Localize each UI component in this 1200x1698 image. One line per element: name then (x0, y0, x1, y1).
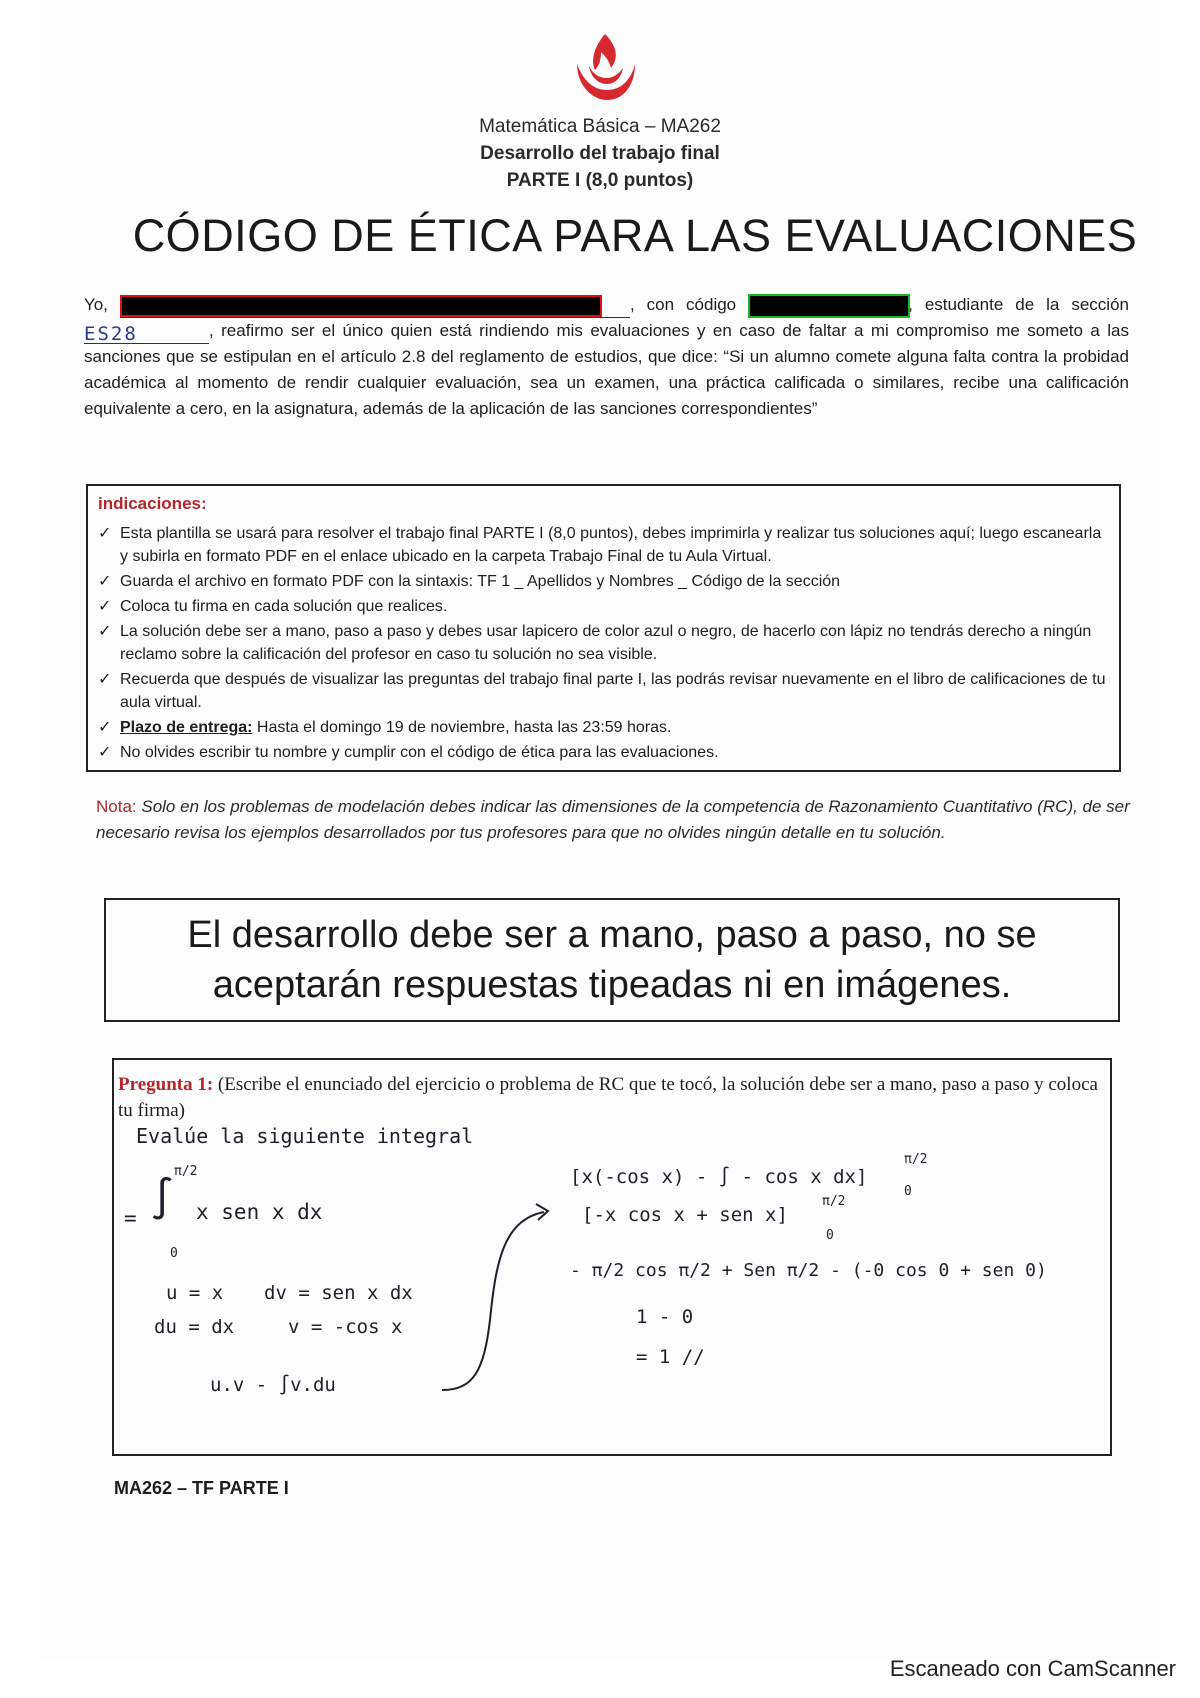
student-code-field (748, 295, 908, 318)
check-icon: ✓ (98, 573, 112, 590)
check-icon: ✓ (98, 719, 112, 736)
redacted-name (122, 297, 600, 315)
hw-step-2: [-x cos x + sen x] (582, 1204, 788, 1226)
pledge-estudiante: , estudiante de la sección (908, 295, 1129, 314)
upc-flame-logo-icon (565, 28, 645, 108)
hw-eq-sign: = (124, 1206, 137, 1230)
course-name: Matemática Básica – MA262 (479, 116, 721, 137)
student-name-field (120, 295, 630, 318)
indication-item: ✓ La solución debe ser a mano, paso a paso y debes usar lapicero de color azul o negro, de hacerlo con lápiz no tendrás derecho a ningún reclamo sobre la calificación del profesor en caso tu solución no sea visible. (98, 620, 1109, 666)
hw-du: du = dx (154, 1316, 235, 1338)
hw-integrand: x sen x dx (196, 1200, 323, 1224)
question-1-label: Pregunta 1: (118, 1074, 214, 1095)
check-icon: ✓ (98, 744, 112, 761)
hw-statement: Evalúe la siguiente integral (136, 1124, 474, 1148)
ethics-pledge (84, 292, 1129, 422)
document-subtitle: Desarrollo del trabajo final (480, 143, 720, 164)
deadline-text: Hasta el domingo 19 de noviembre, hasta las 23:59 horas. (252, 719, 672, 736)
part-label: PARTE I (8,0 puntos) (506, 170, 694, 191)
pledge-text: , reafirmo ser el único quien está rindiendo mis evaluaciones y en caso de faltar a mi compromiso me someto a las sanciones que se estipulan en el artículo 2.8 del reglamento de estudios, que dice: “Si un alumno comete alguna falta contra la probidad académica al momento de rendir cualquier evaluación, sea un examen, una práctica calificada o similares, recibe una calificación equivalente a cero, en la asignatura, además de la aplicación de las sanciones correspondientes” (84, 321, 1129, 418)
indications-box (86, 484, 1121, 772)
section-handwritten: ES28 (84, 323, 138, 345)
hw-arrow-icon (434, 1200, 564, 1400)
hw-parts-formula: u.v - ∫v.du (210, 1374, 336, 1396)
hw-result: = 1 // (636, 1346, 705, 1368)
check-icon: ✓ (98, 525, 112, 542)
page-footer: MA262 – TF PARTE I (114, 1478, 289, 1498)
note (96, 794, 1136, 846)
check-icon: ✓ (98, 598, 112, 615)
hw-integral-sign: ∫ (150, 1176, 175, 1222)
hw-step-2-lower: 0 (826, 1228, 834, 1243)
ethics-code-title: CÓDIGO DE ÉTICA PARA LAS EVALUACIONES (132, 210, 1138, 261)
hw-upper-limit: π/2 (174, 1164, 198, 1179)
redacted-code (750, 296, 908, 316)
pledge-con-codigo: , con código (629, 295, 737, 314)
hw-step-1: [x(-cos x) - ∫ - cos x dx] (570, 1166, 868, 1188)
development-notice-box (104, 898, 1120, 1022)
check-icon: ✓ (98, 623, 112, 640)
indications-title: indicaciones: (98, 494, 207, 513)
hw-step-3: - π/2 cos π/2 + Sen π/2 - (-0 cos 0 + sen 0) (570, 1260, 1047, 1281)
indication-item: ✓ Coloca tu firma en cada solución que realices. (98, 595, 1109, 618)
indication-item: ✓ Esta plantilla se usará para resolver el trabajo final PARTE I (8,0 puntos), debes imprimirla y realizar tus soluciones aquí; luego escanearla y subirla en formato PDF en el enlace ubicado en la carpeta Trabajo Final de tu Aula Virtual. (98, 522, 1109, 568)
hw-dv: dv = sen x dx (264, 1282, 413, 1304)
indication-item: ✓ Guarda el archivo en formato PDF con la sintaxis: TF 1 _ Apellidos y Nombres _ Código de la sección (98, 570, 1109, 593)
pledge-yo: Yo, (84, 295, 108, 314)
indication-item-deadline (98, 716, 1109, 739)
hw-v: v = -cos x (288, 1316, 403, 1338)
question-1-instructions: (Escribe el enunciado del ejercicio o problema de RC que te tocó, la solución debe ser a mano, paso a paso y coloca tu firma) (118, 1074, 1098, 1121)
indications-list (98, 522, 1109, 764)
hw-step-4: 1 - 0 (636, 1306, 694, 1328)
note-label: Nota: (96, 797, 137, 816)
deadline-label: Plazo de entrega: (120, 719, 253, 736)
indication-item: ✓ Recuerda que después de visualizar las preguntas del trabajo final parte I, las podrás revisar nuevamente en el libro de calificaciones de tu aula virtual. (98, 668, 1109, 714)
question-1-header (118, 1072, 1108, 1124)
indication-item: ✓ No olvides escribir tu nombre y cumplir con el código de ética para las evaluaciones. (98, 741, 1109, 764)
section-field (84, 321, 209, 344)
hw-step-2-upper: π/2 (822, 1194, 846, 1209)
check-icon: ✓ (98, 671, 112, 688)
hw-step-1-upper: π/2 (904, 1152, 928, 1167)
question-1-box (112, 1058, 1112, 1456)
note-text: Solo en los problemas de modelación debes indicar las dimensiones de la competencia de Razonamiento Cuantitativo (RC), de ser necesario revisa los ejemplos desarrollados por tus profesores para que no olvides ningún detalle en tu solución. (96, 797, 1130, 842)
hw-u: u = x (166, 1282, 224, 1304)
hw-step-1-lower: 0 (904, 1184, 912, 1199)
camscanner-watermark: Escaneado con CamScanner (889, 1656, 1176, 1681)
hw-lower-limit: 0 (170, 1246, 178, 1261)
development-notice: El desarrollo debe ser a mano, paso a paso, no se aceptarán respuestas tipeadas ni en imágenes. (187, 914, 1037, 1006)
